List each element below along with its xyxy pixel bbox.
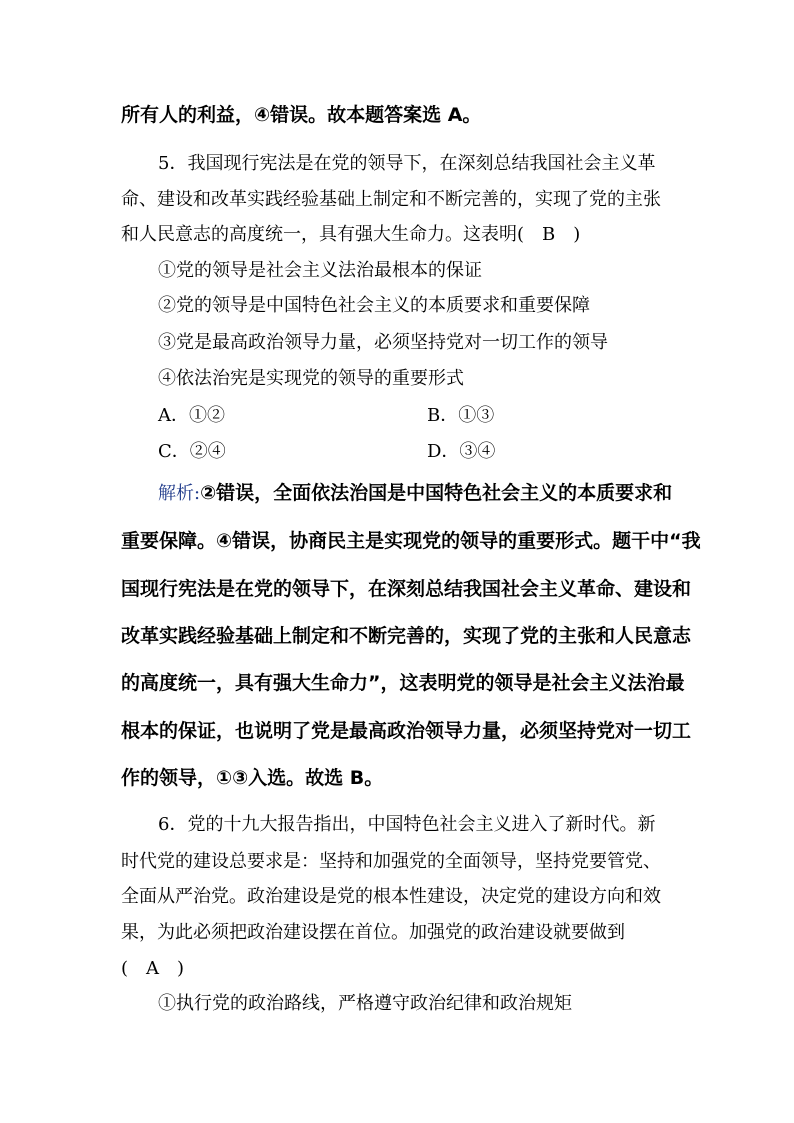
- q5-statement: ④依法治宪是实现党的领导的重要形式: [158, 368, 464, 389]
- analysis-text: ②错误，全面依法治国是中国特色社会主义的本质要求和: [200, 482, 673, 504]
- q5-analysis-line: 的高度统一，具有强大生命力”，这表明党的领导是社会主义法治最: [121, 672, 685, 694]
- q5-stem-line: 命、建设和改革实践经验基础上制定和不断完善的，实现了党的主张: [121, 189, 661, 210]
- q6-stem-line: 时代党的建设总要求是：坚持和加强党的全面领导，坚持党要管党、: [121, 851, 661, 872]
- q5-option-a: A．①②: [158, 405, 225, 426]
- q5-analysis-line: 重要保障。④错误，协商民主是实现党的领导的重要形式。题干中“我: [121, 530, 701, 552]
- q6-stem-line: 全面从严治党。政治建设是党的根本性建设，决定党的建设方向和效: [121, 886, 661, 907]
- q5-analysis-line: 改革实践经验基础上制定和不断完善的，实现了党的主张和人民意志: [121, 625, 692, 647]
- q5-option-c: C．②④: [158, 441, 226, 462]
- q5-statement: ①党的领导是社会主义法治最根本的保证: [158, 260, 482, 281]
- q5-analysis-first-line: [158, 478, 672, 505]
- q5-analysis-line: 作的领导，①③入选。故选 B。: [121, 767, 384, 789]
- q5-stem-line: 5．我国现行宪法是在党的领导下，在深刻总结我国社会主义革: [158, 153, 656, 174]
- q5-analysis-line: 国现行宪法是在党的领导下，在深刻总结我国社会主义革命、建设和: [121, 578, 692, 600]
- q6-stem-line: 6．党的十九大报告指出，中国特色社会主义进入了新时代。新: [158, 814, 656, 835]
- q5-analysis-line: 根本的保证，也说明了党是最高政治领导力量，必须坚持党对一切工: [121, 720, 692, 742]
- q6-stem-line: 果，为此必须把政治建设摆在首位。加强党的政治建设就要做到: [121, 922, 625, 943]
- previous-answer-tail: 所有人的利益，④错误。故本题答案选 A。: [121, 104, 482, 126]
- q5-statement: ③党是最高政治领导力量，必须坚持党对一切工作的领导: [158, 332, 608, 353]
- q5-stem-line: 和人民意志的高度统一，具有强大生命力。这表明( B ): [121, 224, 581, 245]
- q6-answer-bracket: ( A ): [121, 958, 185, 979]
- q5-option-b: B．①③: [427, 405, 495, 426]
- q5-statement: ②党的领导是中国特色社会主义的本质要求和重要保障: [158, 295, 590, 316]
- analysis-label: 解析:: [158, 483, 201, 504]
- q6-statement: ①执行党的政治路线，严格遵守政治纪律和政治规矩: [158, 993, 572, 1014]
- q5-option-d: D．③④: [427, 441, 496, 462]
